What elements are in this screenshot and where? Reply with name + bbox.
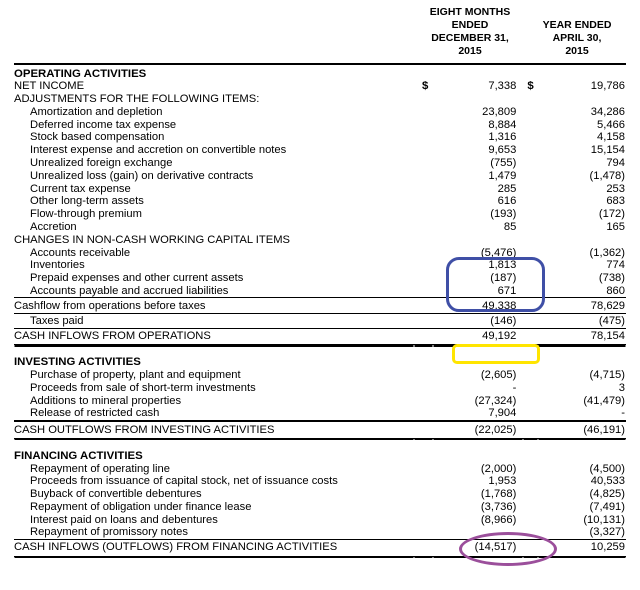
row-label: Flow-through premium: [30, 208, 142, 221]
row-value-col1: 49,192: [433, 328, 523, 345]
col1-line4: 2015: [458, 45, 482, 57]
table-row: [14, 488, 626, 501]
row-label: Purchase of property, plant and equipment: [30, 369, 241, 382]
working-capital-heading-row: [14, 234, 626, 247]
row-label: Current tax expense: [30, 182, 131, 195]
financing-heading: FINANCING ACTIVITIES: [14, 449, 143, 462]
row-value-col1: 1,813: [488, 259, 517, 272]
row-value-col1: (1,768): [480, 488, 517, 501]
row-label: Accounts payable and accrued liabilities: [30, 284, 229, 297]
section-heading-financing: [14, 450, 626, 463]
investing-heading: INVESTING ACTIVITIES: [14, 356, 141, 369]
row-value-col2: 165: [606, 221, 625, 234]
table-row: [14, 170, 626, 183]
currency-symbol-col2: $: [527, 80, 534, 93]
row-value-col2: 3: [618, 382, 625, 395]
row-label: Deferred income tax expense: [30, 118, 177, 131]
row-label: Prepaid expenses and other current assets: [30, 272, 244, 285]
col1-line3: DECEMBER 31,: [431, 32, 509, 44]
section-heading-investing: [14, 356, 626, 369]
row-label: Proceeds from sale of short-term investments: [30, 382, 256, 395]
row-value-col2: 683: [606, 195, 625, 208]
row-value-col2: 78,629: [538, 298, 626, 313]
row-value-col1: 7,338: [488, 80, 517, 93]
row-value-col2: (46,191): [538, 421, 626, 438]
row-value-col1: (22,025): [433, 421, 523, 438]
row-value-col2: (1,362): [589, 246, 625, 259]
row-value-col2: 34,286: [590, 105, 625, 118]
row-value-col2: (475): [538, 313, 626, 328]
row-label: Taxes paid: [14, 313, 414, 328]
row-label: CASH INFLOWS FROM OPERATIONS: [14, 328, 414, 345]
column-header-year-ended: [527, 19, 627, 58]
adjustments-heading: ADJUSTMENTS FOR THE FOLLOWING ITEMS:: [14, 93, 260, 106]
row-label: Unrealized loss (gain) on derivative contracts: [30, 169, 254, 182]
table-row: [14, 157, 626, 170]
table-row: [14, 182, 626, 195]
row-value-col2: 5,466: [597, 118, 625, 131]
table-row: [14, 144, 626, 157]
table-row-taxes-paid: [14, 313, 626, 328]
row-value-col1: 7,904: [488, 407, 517, 420]
currency-symbol-col1: $: [422, 80, 429, 93]
column-headers: [0, 6, 640, 64]
col1-line2: ENDED: [451, 19, 489, 31]
table-row: [14, 131, 626, 144]
row-value-col1: (2,000): [480, 462, 517, 475]
row-value-col2: 794: [606, 157, 625, 170]
table-row: [14, 195, 626, 208]
row-value-col1: 23,809: [482, 105, 517, 118]
row-value-col2: 40,533: [590, 475, 625, 488]
row-label: Proceeds from issuance of capital stock, net of issuance costs: [30, 475, 338, 488]
row-label: Accounts receivable: [30, 246, 131, 259]
col2-line2: APRIL 30,: [552, 32, 602, 44]
row-value-col2: (7,491): [589, 500, 625, 513]
table-row: [14, 526, 626, 539]
row-label: Unrealized foreign exchange: [30, 157, 173, 170]
row-value-col1: 85: [503, 221, 517, 234]
row-value-col2: -: [621, 407, 625, 420]
col2-line1: YEAR ENDED: [542, 19, 612, 31]
row-value-col2: (41,479): [583, 394, 625, 407]
row-label: Interest expense and accretion on convertible notes: [30, 144, 287, 157]
row-label: Additions to mineral properties: [30, 394, 182, 407]
table-row: [14, 514, 626, 527]
table-row-subtotal-operating: [14, 298, 626, 313]
row-value-col2: 15,154: [590, 144, 625, 157]
row-value-col2: 10,259: [538, 539, 626, 556]
row-value-col2: (4,500): [589, 462, 625, 475]
row-value-col2: (1,478): [589, 169, 625, 182]
row-value-col1: (14,517): [433, 539, 523, 556]
working-capital-heading: CHANGES IN NON-CASH WORKING CAPITAL ITEMS: [14, 233, 290, 246]
table-row: [14, 369, 626, 382]
row-value-col2: 19,786: [590, 80, 625, 93]
operating-heading: OPERATING ACTIVITIES: [14, 67, 147, 80]
table-row: [14, 208, 626, 221]
table-row-total-operating: [14, 328, 626, 345]
table-row: [14, 462, 626, 475]
table-row-net-income: [14, 80, 626, 93]
table-row: [14, 246, 626, 259]
row-value-col2: 860: [606, 284, 625, 297]
row-label: Other long-term assets: [30, 195, 144, 208]
table-row: [14, 475, 626, 488]
row-value-col1: (2,605): [480, 369, 517, 382]
row-value-col2: (4,715): [589, 369, 625, 382]
row-label: Interest paid on loans and debentures: [30, 513, 218, 526]
row-value-col2: 78,154: [538, 328, 626, 345]
row-value-col1: 671: [497, 284, 517, 297]
row-value-col2: (738): [598, 272, 625, 285]
row-value-col1: (8,966): [480, 513, 517, 526]
table-row: [14, 501, 626, 514]
row-label: Repayment of obligation under finance lease: [30, 500, 252, 513]
row-label: Buyback of convertible debentures: [30, 488, 202, 501]
table-row: [14, 106, 626, 119]
row-label: Release of restricted cash: [30, 407, 160, 420]
row-label: Repayment of promissory notes: [30, 526, 188, 539]
row-value-col1: (27,324): [474, 394, 517, 407]
row-label: Cashflow from operations before taxes: [14, 298, 414, 313]
row-value-col1: 8,884: [488, 118, 517, 131]
row-value-col1: (5,476): [480, 246, 517, 259]
row-value-col1: (3,736): [480, 500, 517, 513]
row-label: Inventories: [30, 259, 85, 272]
table-row: [14, 272, 626, 285]
table-row: [14, 395, 626, 408]
row-value-col2: 253: [606, 182, 625, 195]
row-value-col1: -: [512, 382, 517, 395]
row-value-col1: 616: [497, 195, 517, 208]
row-value-col2: 774: [606, 259, 625, 272]
row-label: Repayment of operating line: [30, 462, 170, 475]
row-label: NET INCOME: [14, 80, 85, 93]
column-header-eight-months: [415, 6, 525, 58]
section-heading-operating: [14, 66, 626, 80]
row-value-col1: 1,316: [488, 131, 517, 144]
row-value-col1: 1,479: [488, 169, 517, 182]
row-label: Stock based compensation: [30, 131, 165, 144]
row-value-col1: 285: [497, 182, 517, 195]
row-value-col1: (187): [490, 272, 517, 285]
row-value-col1: (755): [490, 157, 517, 170]
table-row: [14, 407, 626, 421]
row-value-col1: (146): [433, 313, 523, 328]
statement-table: [14, 66, 626, 557]
col1-line1: EIGHT MONTHS: [429, 6, 511, 18]
adjustments-heading-row: [14, 93, 626, 106]
table-row: [14, 259, 626, 272]
row-value-col1: 1,953: [488, 475, 517, 488]
row-value-col1: [433, 526, 523, 539]
row-label: Amortization and depletion: [30, 105, 163, 118]
row-value-col1: (193): [490, 208, 517, 221]
row-value-col2: (4,825): [589, 488, 625, 501]
row-label: CASH INFLOWS (OUTFLOWS) FROM FINANCING ACTIVITIES: [14, 539, 414, 556]
row-value-col1: 9,653: [488, 144, 517, 157]
row-value-col1: 49,338: [433, 298, 523, 313]
table-row: [14, 118, 626, 131]
table-row: [14, 221, 626, 234]
table-row-total-investing: [14, 421, 626, 438]
row-value-col2: (10,131): [583, 513, 625, 526]
table-row: [14, 285, 626, 298]
row-value-col2: (3,327): [589, 526, 625, 539]
table-row-total-financing: [14, 539, 626, 556]
row-value-col2: (172): [598, 208, 625, 221]
row-label: Accretion: [30, 221, 77, 234]
table-row: [14, 382, 626, 395]
col2-line3: 2015: [565, 45, 589, 57]
row-value-col2: 4,158: [597, 131, 625, 144]
row-label: CASH OUTFLOWS FROM INVESTING ACTIVITIES: [14, 421, 414, 438]
